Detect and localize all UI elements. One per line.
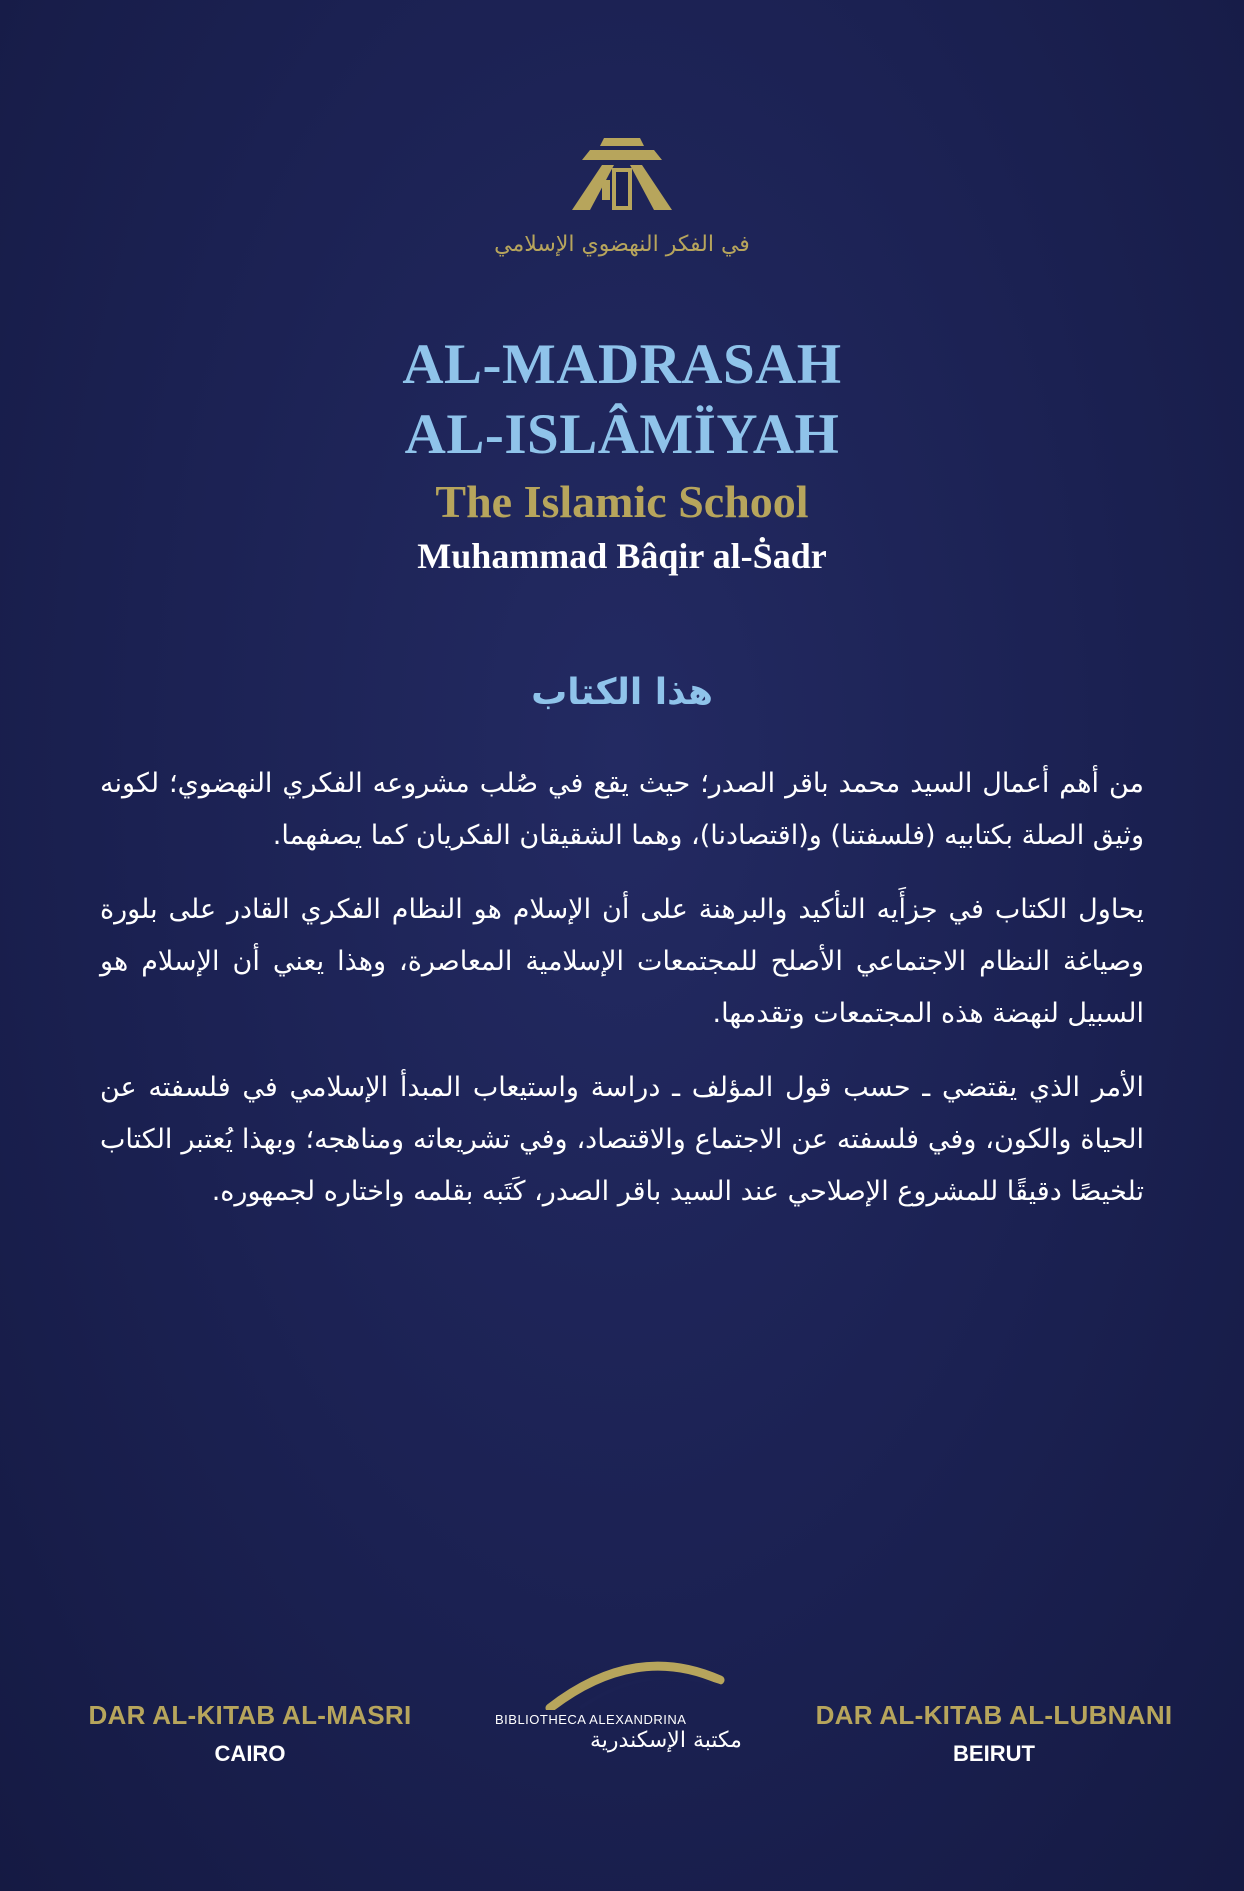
publisher-right — [814, 1700, 1174, 1767]
publisher-left-city: CAIRO — [214, 1741, 286, 1766]
publishers-footer — [0, 1640, 1244, 1780]
publisher-left — [80, 1700, 420, 1767]
series-emblem-icon — [542, 120, 702, 230]
publisher-right-name: DAR AL-KITAB AL-LUBNANI — [815, 1700, 1173, 1730]
title-block — [0, 330, 1244, 580]
bibliotheca-name-en: BIBLIOTHECA ALEXANDRINA — [495, 1712, 687, 1727]
about-paragraph-2: يحاول الكتاب في جزأَيه التأكيد والبرهنة على أن الإسلام هو النظام الفكري القادر على بلورة وصياغة النظام الاجتماعي الأصلح للمجتمعات الإسلامية المعاصرة، وهذا يعني أن الإسلام هو السبيل لنهضة هذه المجتمعات وتقدمها. — [100, 894, 1144, 1029]
bibliotheca-arc-icon — [540, 1650, 740, 1710]
bibliotheca-name-ar: مكتبة الإسكندرية — [590, 1728, 742, 1753]
bibliotheca-logo — [480, 1650, 780, 1780]
about-paragraph-3: الأمر الذي يقتضي ـ حسب قول المؤلف ـ دراسة واستيعاب المبدأ الإسلامي في فلسفته عن الحياة والكون، وفي فلسفته عن الاجتماع والاقتصاد، وفي تشريعاته ومناهجه؛ وبهذا يُعتبر الكتاب تلخيصًا دقيقًا للمشروع الإصلاحي عند السيد باقر الصدر، كَتَبه بقلمه واختاره لجمهوره. — [100, 1072, 1144, 1207]
about-heading: هذا الكتاب — [531, 672, 713, 713]
series-logo — [0, 120, 1244, 257]
publisher-right-city: BEIRUT — [953, 1741, 1035, 1766]
about-text — [100, 758, 1144, 1240]
subtitle: The Islamic School — [435, 476, 809, 527]
publisher-left-name: DAR AL-KITAB AL-MASRI — [88, 1700, 412, 1730]
title-line-2: AL-ISLÂMÏYAH — [404, 403, 840, 466]
series-label: في الفكر النهضوي الإسلامي — [494, 232, 750, 257]
about-paragraph-1: من أهم أعمال السيد محمد باقر الصدر؛ حيث يقع في صُلب مشروعه الفكري النهضوي؛ لكونه وثيق الصلة بكتابيه (فلسفتنا) و(اقتصادنا)، وهما الشقيقان الفكريان كما يصفهما. — [100, 768, 1144, 851]
title-line-1: AL-MADRASAH — [402, 333, 842, 396]
author-name: Muhammad Bâqir al-Ṡadr — [417, 536, 827, 576]
